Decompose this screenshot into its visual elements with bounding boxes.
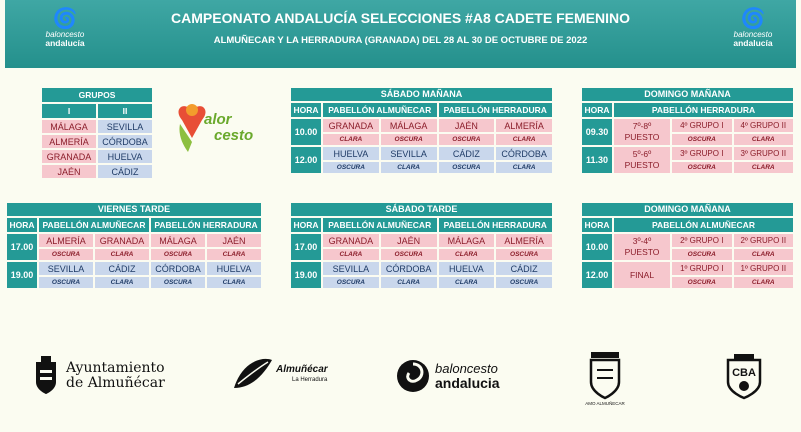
almunecar-text-1: Almuñécar [276,364,328,375]
andalucia-text: andalucia [435,375,500,391]
section-title: SÁBADO TARDE [291,203,552,216]
match-team: 4º GRUPO I [672,119,732,132]
section-title: SÁBADO MAÑANA [291,88,552,101]
valorcesto-text-1: alor [204,111,232,128]
pavilion-header: PABELLÓN ALMUÑECAR [323,218,437,232]
match-team: CÓRDOBA [151,262,205,275]
kit-color: CLARA [95,277,149,288]
match-team: HUELVA [207,262,261,275]
match-team: 3º GRUPO I [672,147,732,160]
hora-header: HORA [582,218,612,232]
placement-label [614,119,670,145]
match-team: HUELVA [439,262,495,275]
basketball-spiral-icon [395,358,431,394]
sponsor-logos [0,350,801,420]
placement-line-1: 5º-6º [632,149,652,159]
kit-color: CLARA [323,249,379,260]
hora-header: HORA [7,218,37,232]
kit-color: OSCURA [39,249,93,260]
match-team: CÁDIZ [95,262,149,275]
pavilion-header: PABELLÓN ALMUÑECAR [39,218,149,232]
kit-color: CLARA [496,162,552,173]
match-team: 1º GRUPO I [672,262,732,275]
match-hour: 12.00 [582,262,612,288]
logo-text-2: andalucía [733,38,773,48]
placement-line-1: FINAL [629,269,655,280]
match-team: JAÉN [439,119,495,132]
match-team: ALMERÍA [496,119,552,132]
kit-color: OSCURA [496,249,552,260]
kit-color: CLARA [734,134,794,145]
club-almunecar-logo [585,350,625,406]
match-team: CÓRDOBA [381,262,437,275]
match-hour: 17.00 [7,234,37,260]
placement-line-1: 7º-8º [632,121,652,131]
match-team: 2º GRUPO I [672,234,732,247]
header-logo-right [723,8,783,60]
kit-color: OSCURA [496,277,552,288]
match-hour: 17.00 [291,234,321,260]
group-team: JAÉN [42,165,96,178]
placement-line-2: PUESTO [624,132,660,142]
match-team: 4º GRUPO II [734,119,794,132]
match-team: SEVILLA [39,262,93,275]
section-title: DOMINGO MAÑANA [582,88,793,101]
match-team: JAÉN [207,234,261,247]
kit-color: CLARA [734,249,794,260]
kit-color: CLARA [207,277,261,288]
match-team: ALMERÍA [496,234,552,247]
match-team: MÁLAGA [151,234,205,247]
section-title: DOMINGO MAÑANA [582,203,793,216]
basketball-spiral-icon: 🌀 [740,8,766,30]
hora-header: HORA [582,103,612,117]
kit-color: OSCURA [672,249,732,260]
placement-line-1: 3º-4º [632,236,652,246]
placement-line-2: PUESTO [624,160,660,170]
placement-label [614,147,670,173]
match-team: ALMERÍA [39,234,93,247]
pavilion-header: PABELLÓN HERRADURA [151,218,261,232]
placement-line-2: PUESTO [624,247,660,257]
match-team: 2º GRUPO II [734,234,794,247]
kit-color: CLARA [439,249,495,260]
match-team: MÁLAGA [439,234,495,247]
kit-color: OSCURA [439,162,495,173]
logo-text-1: baloncesto [45,30,85,39]
match-team: GRANADA [323,119,379,132]
kit-color: CLARA [734,277,794,288]
match-hour: 12.00 [291,147,321,173]
sabado-tarde-table [289,201,554,290]
group-team: HUELVA [98,150,152,163]
kit-color: CLARA [439,277,495,288]
cba-text: CBA [732,367,756,379]
kit-color: OSCURA [381,134,437,145]
almunecar-text-2: La Herradura [292,377,328,383]
valorcesto-text-2: cesto [214,127,254,144]
sabado-manana-table [289,86,554,175]
match-team: CÁDIZ [496,262,552,275]
group-ii-header: II [98,104,152,118]
group-team: GRANADA [42,150,96,163]
match-team: MÁLAGA [381,119,437,132]
match-team: GRANADA [95,234,149,247]
kit-color: OSCURA [39,277,93,288]
page-title: CAMPEONATO ANDALUCÍA SELECCIONES #A8 CADETE FEMENINO [171,10,630,26]
group-team: MÁLAGA [42,120,96,133]
ayuntamiento-text-2: de Almuñécar [66,375,165,391]
kit-color: OSCURA [672,134,732,145]
match-hour: 10.00 [582,234,612,260]
kit-color: CLARA [496,134,552,145]
logo-text-2: andalucía [45,38,85,48]
match-team: HUELVA [323,147,379,160]
placement-label [614,234,670,260]
match-hour: 11.30 [582,147,612,173]
club-crest-icon [585,350,625,400]
kit-color: OSCURA [672,162,732,173]
valorcesto-logo [168,98,274,160]
kit-color: CLARA [381,277,437,288]
match-team: SEVILLA [323,262,379,275]
kit-color: CLARA [734,162,794,173]
match-team: GRANADA [323,234,379,247]
match-team: SEVILLA [381,147,437,160]
page-subtitle: ALMUÑECAR Y LA HERRADURA (GRANADA) DEL 28 AL 30 DE OCTUBRE DE 2022 [213,35,588,46]
viernes-tarde-table [5,201,263,290]
cba-logo [722,352,766,400]
groups-title: GRUPOS [42,88,152,102]
match-hour: 19.00 [7,262,37,288]
section-title: VIERNES TARDE [7,203,261,216]
match-hour: 10.00 [291,119,321,145]
ayuntamiento-text-1: Ayuntamiento [66,360,165,376]
header-banner [5,0,796,68]
match-team: CÁDIZ [439,147,495,160]
pavilion-header: PABELLÓN HERRADURA [439,103,553,117]
match-hour: 19.00 [291,262,321,288]
groups-table [40,86,154,180]
kit-color: OSCURA [323,162,379,173]
logo-text-1: baloncesto [733,30,773,39]
club-caption: AMO ALMUÑECAR [585,401,625,406]
pavilion-header: PABELLÓN HERRADURA [439,218,553,232]
group-team: CÓRDOBA [98,135,152,148]
coat-of-arms-icon [32,356,60,396]
kit-color: OSCURA [381,249,437,260]
pavilion-header: PABELLÓN HERRADURA [614,103,793,117]
group-i-header: I [42,104,96,118]
kit-color: OSCURA [151,277,205,288]
leaf-icon [232,354,274,396]
pavilion-header: PABELLÓN ALMUÑECAR [614,218,793,232]
baloncesto-andalucia-logo [395,358,500,394]
kit-color: CLARA [323,134,379,145]
pavilion-header: PABELLÓN ALMUÑECAR [323,103,437,117]
hora-header: HORA [291,218,321,232]
kit-color: CLARA [207,249,261,260]
group-team: SEVILLA [98,120,152,133]
kit-color: OSCURA [323,277,379,288]
hora-header: HORA [291,103,321,117]
ayuntamiento-logo [32,356,165,396]
group-team: CÁDIZ [98,165,152,178]
match-team: 3º GRUPO II [734,147,794,160]
match-team: JAÉN [381,234,437,247]
kit-color: OSCURA [439,134,495,145]
kit-color: CLARA [381,162,437,173]
match-team: 1º GRUPO II [734,262,794,275]
domingo-manana-almunecar-table [580,201,795,290]
almunecar-logo [232,354,328,396]
placement-label [614,262,670,288]
kit-color: CLARA [95,249,149,260]
baloncesto-text: baloncesto [435,361,498,376]
group-team: ALMERÍA [42,135,96,148]
match-team: CÓRDOBA [496,147,552,160]
kit-color: OSCURA [151,249,205,260]
basketball-spiral-icon: 🌀 [52,8,78,30]
match-hour: 09.30 [582,119,612,145]
domingo-manana-herradura-table [580,86,795,175]
kit-color: OSCURA [672,277,732,288]
